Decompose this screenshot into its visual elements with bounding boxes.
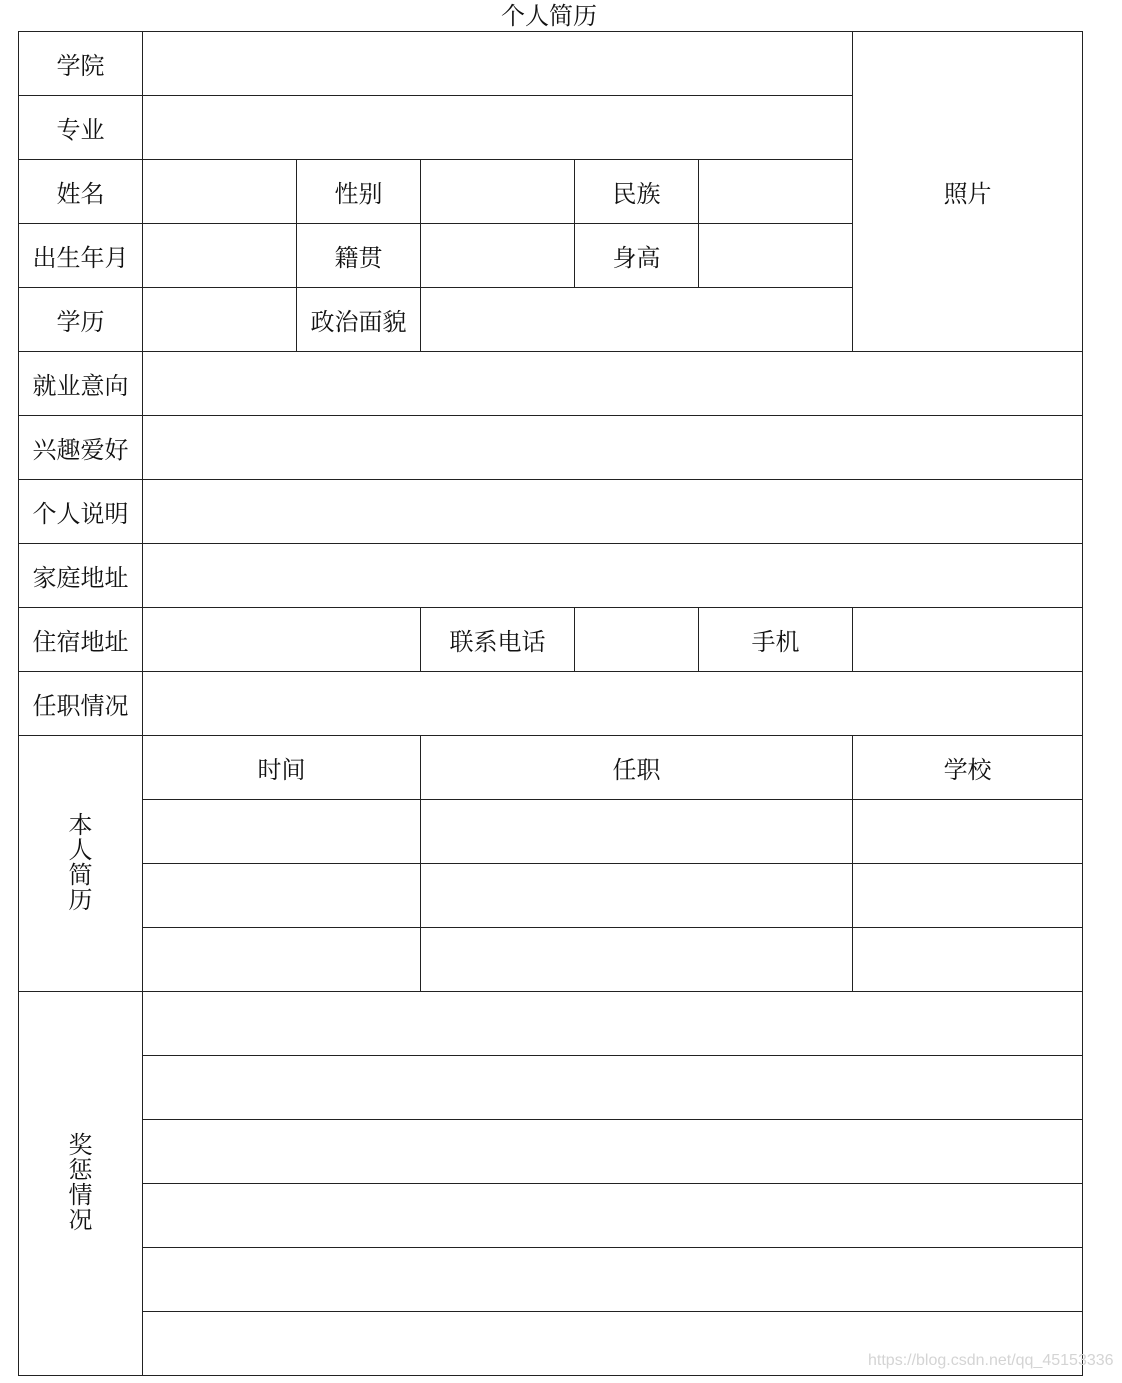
table-row bbox=[19, 1248, 1083, 1312]
header-position: 任职 bbox=[421, 736, 853, 800]
resume-school-field[interactable] bbox=[853, 800, 1083, 864]
table-row bbox=[19, 416, 1083, 480]
table-row bbox=[19, 864, 1083, 928]
label-mobile: 手机 bbox=[699, 608, 853, 672]
political-status-field[interactable] bbox=[421, 288, 853, 352]
personal-statement-field[interactable] bbox=[143, 480, 1083, 544]
label-awards-section bbox=[19, 992, 143, 1376]
resume-form-table bbox=[18, 31, 1083, 1376]
awards-field[interactable] bbox=[143, 1248, 1083, 1312]
resume-position-field[interactable] bbox=[421, 928, 853, 992]
label-hobbies: 兴趣爱好 bbox=[19, 416, 143, 480]
home-address-field[interactable] bbox=[143, 544, 1083, 608]
birth-field[interactable] bbox=[143, 224, 297, 288]
label-height: 身高 bbox=[575, 224, 699, 288]
label-education: 学历 bbox=[19, 288, 143, 352]
label-political-status: 政治面貌 bbox=[297, 288, 421, 352]
job-intention-field[interactable] bbox=[143, 352, 1083, 416]
label-ethnicity: 民族 bbox=[575, 160, 699, 224]
gender-field[interactable] bbox=[421, 160, 575, 224]
table-row bbox=[19, 32, 1083, 96]
label-name: 姓名 bbox=[19, 160, 143, 224]
label-college: 学院 bbox=[19, 32, 143, 96]
table-row bbox=[19, 608, 1083, 672]
label-gender: 性别 bbox=[297, 160, 421, 224]
table-row bbox=[19, 800, 1083, 864]
dorm-address-field[interactable] bbox=[143, 608, 421, 672]
header-school: 学校 bbox=[853, 736, 1083, 800]
resume-time-field[interactable] bbox=[143, 864, 421, 928]
awards-field[interactable] bbox=[143, 1184, 1083, 1248]
height-field[interactable] bbox=[699, 224, 853, 288]
hobbies-field[interactable] bbox=[143, 416, 1083, 480]
label-native-place: 籍贯 bbox=[297, 224, 421, 288]
education-field[interactable] bbox=[143, 288, 297, 352]
awards-field[interactable] bbox=[143, 992, 1083, 1056]
header-time: 时间 bbox=[143, 736, 421, 800]
contact-phone-field[interactable] bbox=[575, 608, 699, 672]
label-resume-section bbox=[19, 736, 143, 992]
label-dorm-address: 住宿地址 bbox=[19, 608, 143, 672]
resume-time-field[interactable] bbox=[143, 928, 421, 992]
table-row bbox=[19, 992, 1083, 1056]
label-personal-statement: 个人说明 bbox=[19, 480, 143, 544]
table-row bbox=[19, 352, 1083, 416]
label-positions-held: 任职情况 bbox=[19, 672, 143, 736]
table-row bbox=[19, 1120, 1083, 1184]
resume-school-field[interactable] bbox=[853, 928, 1083, 992]
label-major: 专业 bbox=[19, 96, 143, 160]
resume-section-label: 本人简历 bbox=[68, 811, 93, 914]
mobile-field[interactable] bbox=[853, 608, 1083, 672]
resume-time-field[interactable] bbox=[143, 800, 421, 864]
table-row bbox=[19, 544, 1083, 608]
label-contact-phone: 联系电话 bbox=[421, 608, 575, 672]
awards-field[interactable] bbox=[143, 1120, 1083, 1184]
awards-section-label: 奖惩情况 bbox=[68, 1131, 93, 1234]
label-birth: 出生年月 bbox=[19, 224, 143, 288]
major-field[interactable] bbox=[143, 96, 853, 160]
table-row bbox=[19, 672, 1083, 736]
name-field[interactable] bbox=[143, 160, 297, 224]
resume-position-field[interactable] bbox=[421, 864, 853, 928]
table-row bbox=[19, 1056, 1083, 1120]
form-title: 个人简历 bbox=[501, 2, 597, 30]
label-home-address: 家庭地址 bbox=[19, 544, 143, 608]
resume-position-field[interactable] bbox=[421, 800, 853, 864]
photo-cell[interactable]: 照片 bbox=[853, 32, 1083, 352]
table-row bbox=[19, 480, 1083, 544]
college-field[interactable] bbox=[143, 32, 853, 96]
table-row bbox=[19, 928, 1083, 992]
native-place-field[interactable] bbox=[421, 224, 575, 288]
label-job-intention: 就业意向 bbox=[19, 352, 143, 416]
ethnicity-field[interactable] bbox=[699, 160, 853, 224]
table-row bbox=[19, 1184, 1083, 1248]
awards-field[interactable] bbox=[143, 1056, 1083, 1120]
resume-school-field[interactable] bbox=[853, 864, 1083, 928]
watermark: https://blog.csdn.net/qq_45153336 bbox=[868, 1352, 1114, 1369]
table-row bbox=[19, 736, 1083, 800]
positions-held-field[interactable] bbox=[143, 672, 1083, 736]
